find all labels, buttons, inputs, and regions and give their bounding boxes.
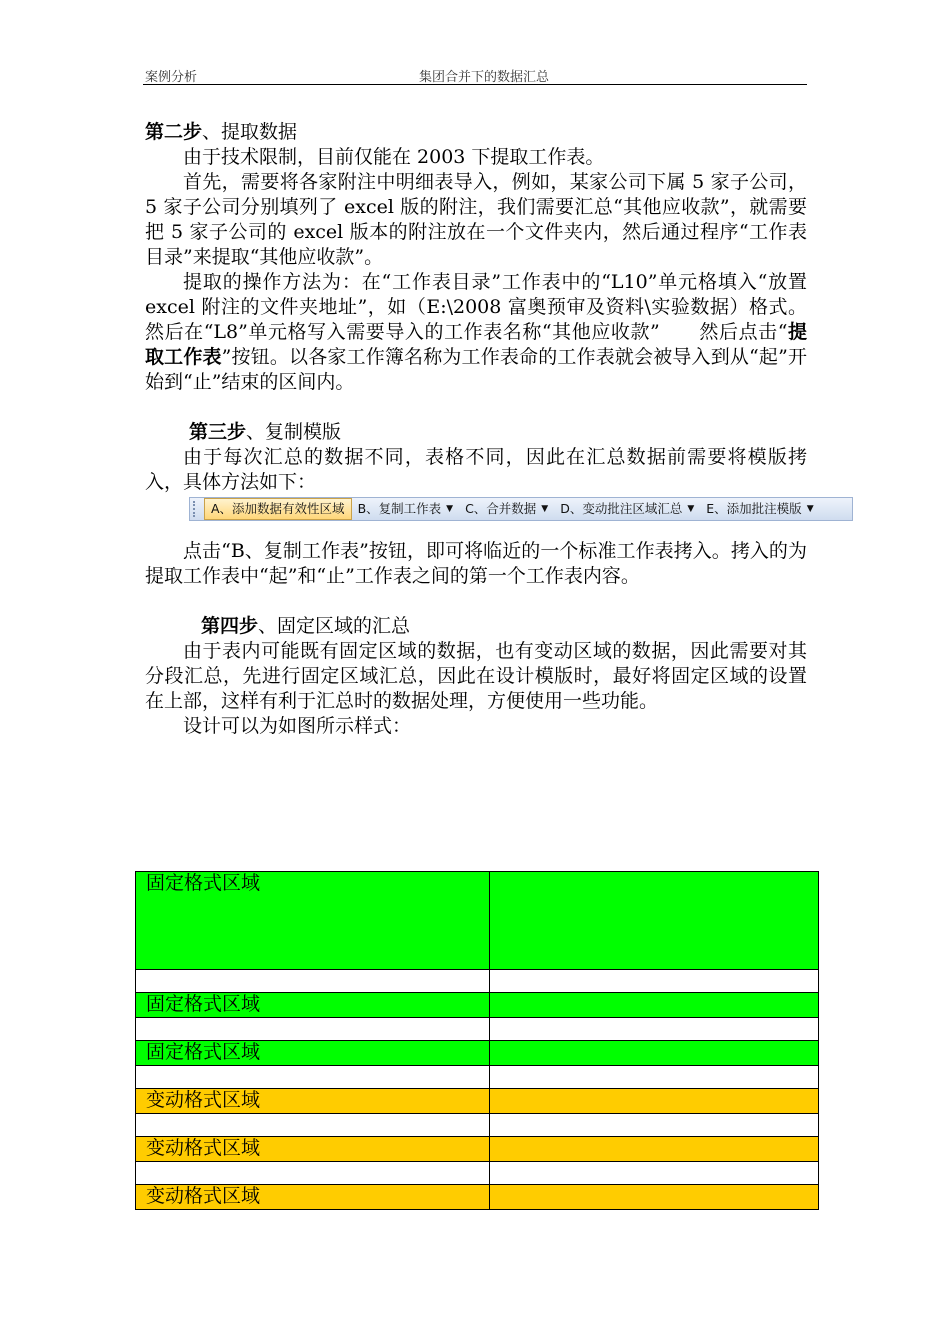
- variable-area-cell: 变动格式区域: [136, 1137, 490, 1162]
- table-row: [136, 1041, 819, 1066]
- fixed-area-cell: 固定格式区域: [136, 1041, 490, 1066]
- extract-sheet-label: 提取工作表: [145, 321, 807, 368]
- table-row: [136, 1018, 819, 1041]
- variable-area-cell: 变动格式区域: [136, 1089, 490, 1114]
- table-row: [136, 1137, 819, 1162]
- copy-sheet-button[interactable]: B、复制工作表 ▼: [352, 498, 460, 520]
- header-title: 集团合并下的数据汇总: [419, 70, 550, 85]
- table-row: [136, 1066, 819, 1089]
- table-row: [136, 872, 819, 970]
- step2-paragraph-1: 由于技术限制，目前仅能在 2003 下提取工作表。: [183, 146, 605, 168]
- step2-paragraph-3: 提取的操作方法为：在“工作表目录”工作表中的“L10”单元格填入“放置 excel 附注的文件夹地址”，如（E:\2008 富奥预审及资料\实验数据）格式。然后在“L8”单元格写入需要导入的工作表名称“其他应收款” 然后点击“提取工作表”按钮。以各家工作簿名称为工作表命的工作表就会被导入到从“起”开始到“止”结束的区间内。: [145, 271, 807, 393]
- table-row: [136, 993, 819, 1018]
- dropdown-arrow-icon: ▼: [806, 504, 814, 514]
- table-row: [136, 1114, 819, 1137]
- variable-comment-summary-button[interactable]: D、变动批注区域汇总 ▼: [554, 498, 700, 520]
- step3-paragraph-1: 由于每次汇总的数据不同，表格不同，因此在汇总数据前需要将模版拷入，具体方法如下：: [145, 446, 807, 493]
- fixed-area-cell: 固定格式区域: [136, 872, 490, 970]
- toolbar-grip[interactable]: [193, 501, 201, 517]
- dropdown-arrow-icon: ▼: [446, 504, 454, 514]
- table-row: [136, 1185, 819, 1210]
- step4-heading: 第四步、固定区域的汇总: [201, 615, 411, 637]
- fixed-area-cell: [490, 872, 819, 970]
- step3-paragraph-2: 点击“B、复制工作表”按钮，即可将临近的一个标准工作表拷入。拷入的为提取工作表中“起”和“止”工作表之间的第一个工作表内容。: [145, 540, 807, 587]
- dropdown-arrow-icon: ▼: [687, 504, 695, 514]
- merge-data-button[interactable]: C、合并数据 ▼: [459, 498, 554, 520]
- header-left: 案例分析: [145, 70, 198, 85]
- add-comment-template-button[interactable]: E、添加批注模版 ▼: [700, 498, 819, 520]
- table-row: [136, 1089, 819, 1114]
- document-body: [145, 120, 814, 739]
- page-header: [143, 64, 807, 85]
- step4-paragraph-1: 由于表内可能既有固定区域的数据，也有变动区域的数据，因此需要对其分段汇总，先进行固定区域汇总，因此在设计模版时，最好将固定区域的设置在上部，这样有利于汇总时的数据处理，方便使用一些功能。: [145, 640, 807, 712]
- add-validation-area-button[interactable]: A、添加数据有效性区域: [204, 498, 352, 520]
- step3-heading: 第三步、复制模版: [189, 421, 342, 443]
- dropdown-arrow-icon: ▼: [541, 504, 549, 514]
- template-layout-table: [135, 871, 819, 1210]
- table-row: [136, 1162, 819, 1185]
- fixed-area-cell: 固定格式区域: [136, 993, 490, 1018]
- step2-paragraph-2: 首先，需要将各家附注中明细表导入，例如，某家公司下属 5 家子公司，5 家子公司分别填列了 excel 版的附注，我们需要汇总“其他应收款”，就需要把 5 家子公司的 excel 版本的附注放在一个文件夹内，然后通过程序“工作表目录”来提取“其他应收款”。: [145, 171, 807, 268]
- excel-addin-toolbar: [189, 497, 853, 521]
- table-row: [136, 970, 819, 993]
- step4-paragraph-2: 设计可以为如图所示样式：: [183, 715, 412, 737]
- step2-heading: 第二步、提取数据: [145, 121, 298, 143]
- variable-area-cell: 变动格式区域: [136, 1185, 490, 1210]
